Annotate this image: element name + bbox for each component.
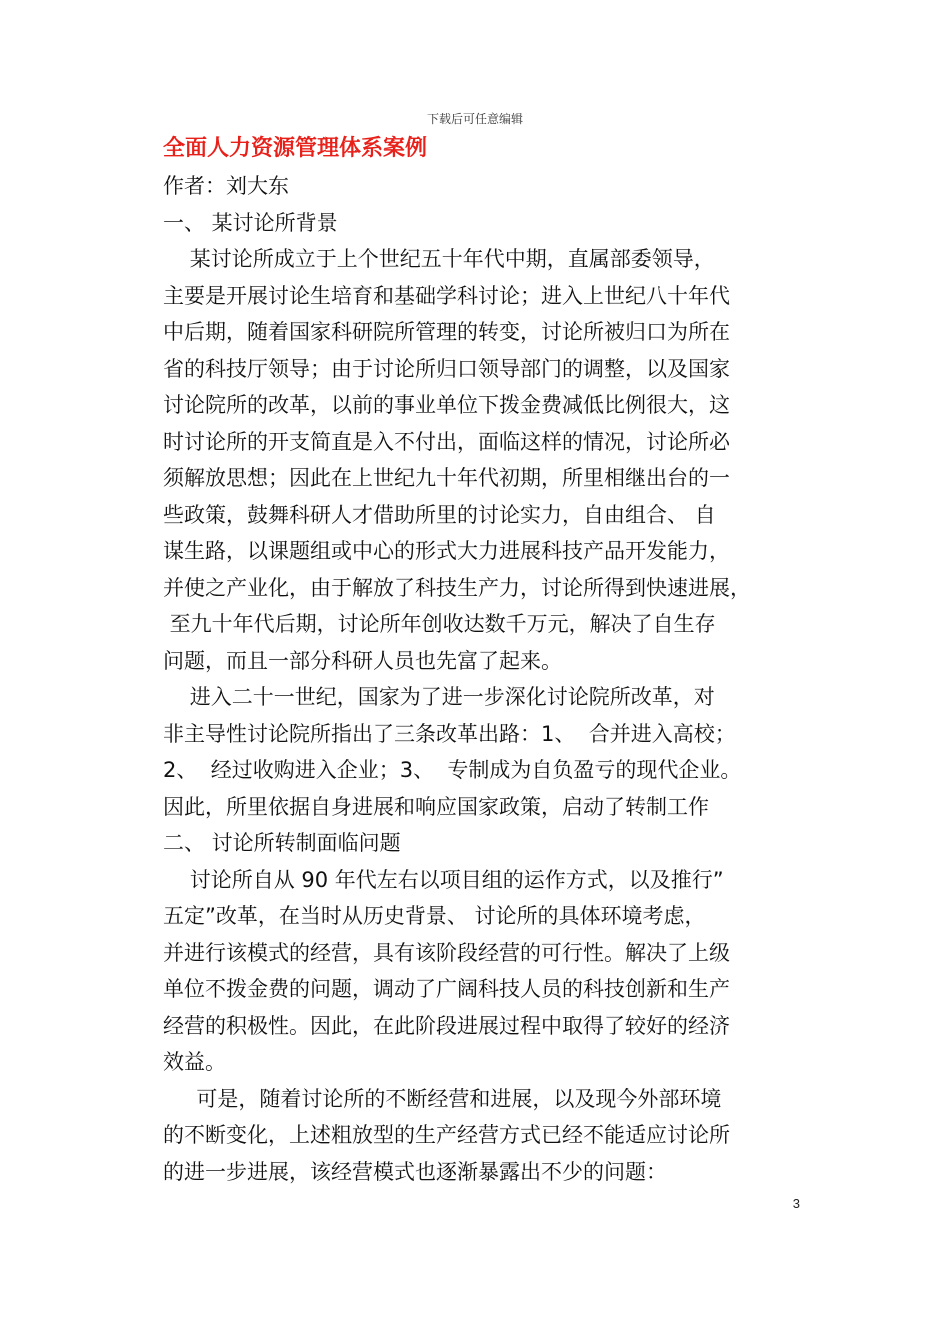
text-line: 并进行该模式的经营，具有该阶段经营的可行性。解决了上级	[163, 940, 730, 965]
text-line: 谋生路，以课题组或中心的形式大力进展科技产品开发能力，	[163, 539, 730, 563]
section-body	[163, 862, 791, 1191]
text-line: 效益。	[163, 1050, 226, 1074]
section-heading: 二、 讨论所转制面临问题	[163, 831, 401, 855]
text-line: 五定”改革，在当时从历史背景、 讨论所的具体环境考虑，	[163, 904, 706, 928]
text-line: 某讨论所成立于上个世纪五十年代中期，直属部委领导，	[163, 247, 715, 271]
text-line: 时讨论所的开支简直是入不付出，面临这样的情况，讨论所必	[163, 429, 730, 454]
page-number: 3	[792, 1196, 800, 1211]
text-line: 非主导性讨论院所指出了三条改革出路：1、 合并进入高校；	[163, 721, 736, 746]
document-title: 全面人力资源管理体系案例	[163, 136, 428, 161]
text-line: 至九十年代后期，讨论所年创收达数千万元，解决了自生存	[163, 612, 716, 636]
text-line: 并使之产业化，由于解放了科技生产力，讨论所得到快速进展，	[163, 575, 751, 600]
text-line: 中后期，随着国家科研院所管理的转变，讨论所被归口为所在	[163, 320, 730, 344]
page-header: 下载后可任意编辑	[426, 112, 523, 126]
author-line: 作者：刘大东	[163, 174, 289, 198]
document-body	[163, 130, 791, 1190]
text-line: 经营的积极性。因此，在此阶段进展过程中取得了较好的经济	[163, 1013, 730, 1038]
text-line: 2、 经过收购进入企业；3、 专制成为自负盈亏的现代企业。	[163, 758, 742, 782]
text-line: 因此，所里依据自身进展和响应国家政策，启动了转制工作	[163, 794, 709, 819]
text-line: 的不断变化，上述粗放型的生产经营方式已经不能适应讨论所	[163, 1123, 730, 1147]
text-line: 问题，而且一部分科研人员也先富了起来。	[163, 648, 562, 673]
text-line: 可是，随着讨论所的不断经营和进展，以及现今外部环境	[163, 1086, 722, 1111]
section-body	[163, 241, 791, 825]
text-line: 讨论院所的改革，以前的事业单位下拨金费减低比例很大，这	[163, 393, 730, 417]
text-line: 主要是开展讨论生培育和基础学科讨论；进入上世纪八十年代	[163, 283, 730, 308]
text-line: 单位不拨金费的问题，调动了广阔科技人员的科技创新和生产	[163, 977, 730, 1001]
section-heading: 一、 某讨论所背景	[163, 210, 338, 235]
text-line: 省的科技厅领导；由于讨论所归口领导部门的调整，以及国家	[163, 356, 730, 381]
text-line: 须解放思想；因此在上世纪九十年代初期，所里相继出台的一	[163, 466, 730, 490]
text-line: 些政策，鼓舞科研人才借助所里的讨论实力，自由组合、 自	[163, 502, 716, 527]
text-line: 讨论所自从 90 年代左右以项目组的运作方式，以及推行”	[163, 867, 724, 892]
text-line: 进入二十一世纪，国家为了进一步深化讨论院所改革，对	[163, 685, 715, 709]
text-line: 的进一步进展，该经营模式也逐渐暴露出不少的问题：	[163, 1159, 667, 1184]
